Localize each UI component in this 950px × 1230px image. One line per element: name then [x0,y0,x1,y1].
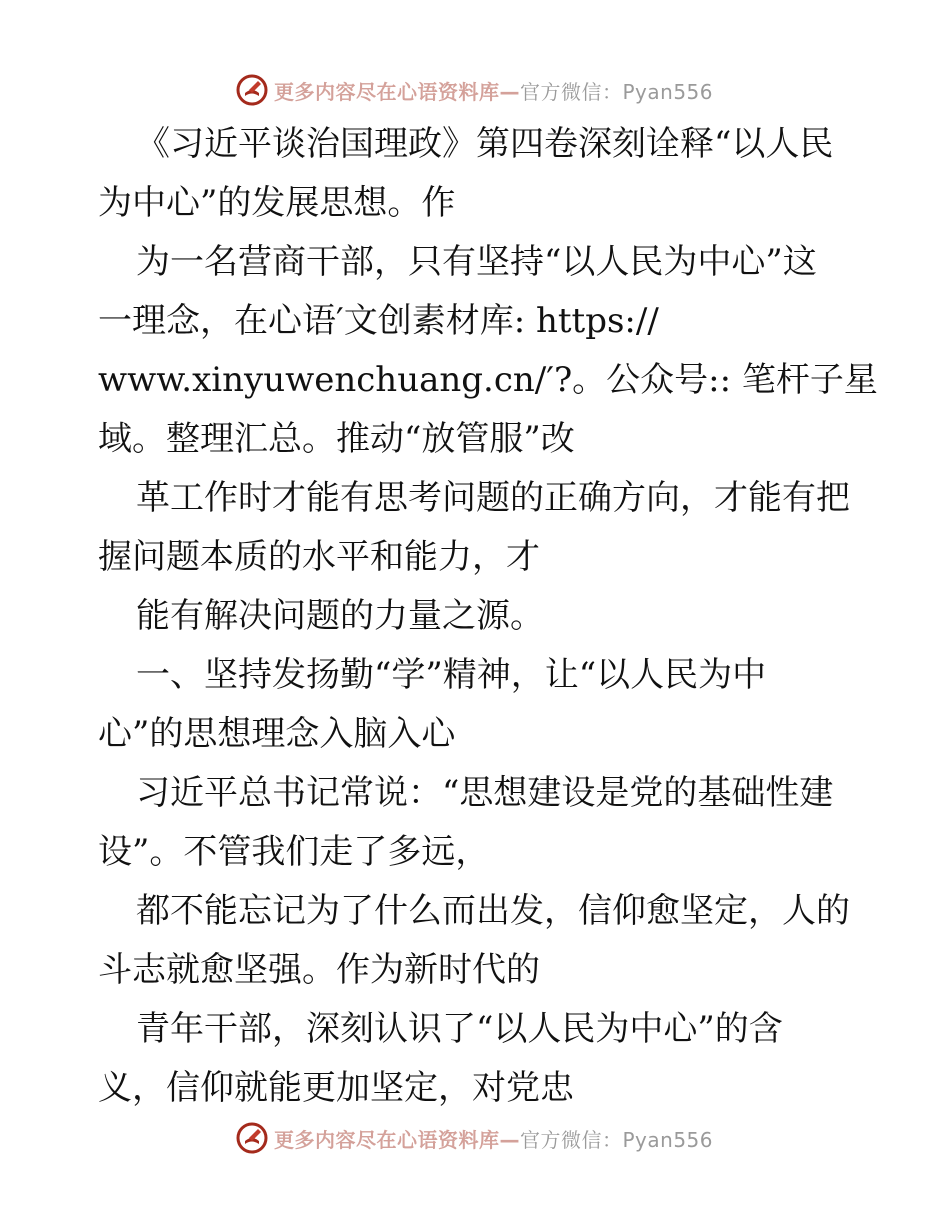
section-heading-line: 心”的思想理念入脑入心 [98,714,456,754]
text-line: 为一名营商干部，只有坚持“以人民为中心”这 [136,242,817,282]
text-line: 为中心”的发展思想。作 [98,183,456,223]
text-line: 革工作时才能有思考问题的正确方向，才能有把 [136,478,850,518]
text-line: 义，信仰就能更加坚定，对党忠 [98,1068,574,1108]
text-line: 能有解决问题的力量之源。 [136,596,544,636]
watermark-text: 更多内容尽在心语资料库—官方微信：Pyan556 [274,1127,714,1152]
text-line: 都不能忘记为了什么而出发，信仰愈坚定，人的 [136,891,850,931]
header-watermark [236,73,713,107]
book-pen-logo-icon [236,74,268,106]
text-line: 青年干部，深刻认识了“以人民为中心”的含 [136,1009,783,1049]
text-line: 习近平总书记常说：“思想建设是党的基础性建 [136,773,834,813]
text-line: www.xinyuwenchuang.cn/′?。公众号:: 笔杆子星 [98,360,878,400]
watermark-text: 更多内容尽在心语资料库—官方微信：Pyan556 [274,79,714,104]
footer-watermark [236,1121,713,1155]
text-line: 设”。不管我们走了多远， [98,832,490,872]
text-line: 域。整理汇总。推动“放管服”改 [98,419,575,459]
text-line: 《习近平谈治国理政》第四卷深刻诠释“以人民 [136,124,834,164]
document-body [98,115,878,1118]
text-line: 握问题本质的水平和能力，才 [98,537,540,577]
book-pen-logo-icon [236,1122,268,1154]
text-line: 一理念，在心语′文创素材库: https:// [98,301,659,341]
section-heading-line: 一、坚持发扬勤“学”精神，让“以人民为中 [136,655,767,695]
text-line: 斗志就愈坚强。作为新时代的 [98,950,540,990]
